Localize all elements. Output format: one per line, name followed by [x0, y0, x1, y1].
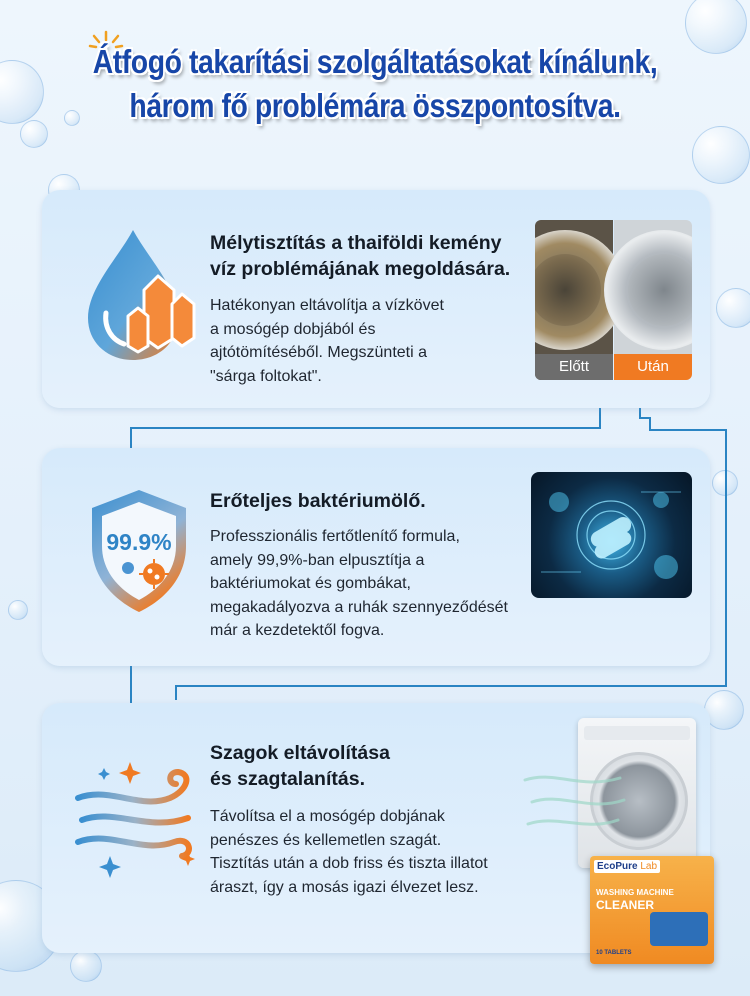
card-3-body	[210, 805, 570, 899]
card-2-body-line: baktériumokat és gombákat,	[210, 575, 411, 592]
card-1-body-line: Hatékonyan eltávolítja a vízkövet	[210, 297, 444, 314]
product-name-line-1: WASHING MACHINE	[596, 888, 674, 897]
card-2-body-line: megakadályozva a ruhák szennyeződését	[210, 598, 508, 616]
card-1-heading-line-2: víz problémájának megoldására.	[210, 258, 511, 280]
before-after-photo	[535, 220, 692, 380]
card-2-body-line: már a kezdetektől fogva.	[210, 622, 385, 639]
water-drop-crystal-icon	[78, 228, 208, 368]
card-2-heading: Erőteljes baktériumölő.	[210, 490, 426, 512]
before-label: Előtt	[535, 354, 613, 380]
bacteria-photo	[531, 472, 692, 598]
card-3-heading-line-2: és szagtalanítás.	[210, 768, 365, 790]
product-count: 10 TABLETS	[596, 950, 632, 956]
brand-name: EcoPure	[597, 861, 638, 872]
card-3-heading	[210, 740, 530, 792]
card-3-body-line: penészes és kellemetlen szagát.	[210, 831, 442, 849]
product-name-line-2: CLEANER	[596, 898, 655, 912]
card-1-body-line: ajtótömítéséből. Megszünteti a	[210, 344, 428, 361]
card-3-body-line: Tisztítás után a dob friss és tiszta illatot	[210, 855, 488, 872]
card-3-heading-line-1: Szagok eltávolítása	[210, 742, 390, 764]
card-2-body-line: Professzionális fertőtlenítő formula,	[210, 528, 460, 545]
card-3-body-line: Távolítsa el a mosógép dobjának	[210, 808, 445, 825]
title-line-2: három fő problémára összpontosítva.	[129, 87, 621, 124]
product-box	[590, 856, 714, 964]
card-1-body	[210, 294, 530, 388]
fresh-air-swirl	[520, 760, 630, 840]
shield-icon	[84, 486, 194, 616]
card-2-body-line: amely 99,9%-ban elpusztítja a	[210, 551, 425, 569]
product-brand	[594, 860, 660, 873]
after-label: Után	[614, 354, 692, 380]
card-1-body-line: "sárga foltokat".	[210, 367, 322, 385]
wind-icon	[70, 760, 210, 880]
badge-value: 99.9%	[106, 529, 172, 555]
card-1-heading-line-1: Mélytisztítás a thaiföldi kemény	[210, 232, 502, 254]
card-1-body-line: a mosógép dobjából és	[210, 320, 376, 338]
brand-suffix: Lab	[640, 861, 658, 872]
card-3-body-line: áraszt, így a mosás igazi élvezet lesz.	[210, 878, 479, 896]
card-1-heading	[210, 230, 540, 282]
bacteria-graphic	[531, 472, 692, 598]
title-line-1: Átfogó takarítási szolgáltatásokat kínálunk,	[92, 43, 658, 80]
card-2-body	[210, 525, 570, 643]
